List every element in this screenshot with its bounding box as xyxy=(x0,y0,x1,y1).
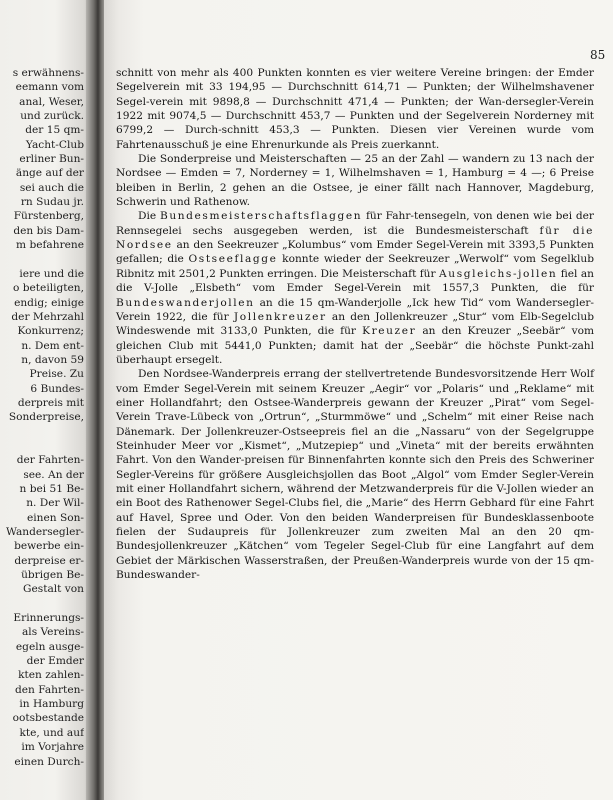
paragraph-4: Den Nordsee-Wanderpreis errang der stellvertretende Bundesvorsitzende Herr Wolf vom Emder Segel-Verein mit seinem Kreuzer „Aegir“ vor „Polaris“ und „Reklame“ mit einer Hollandfahrt; den Ostsee-Wanderpreis gewann der Kreuzer „Pirat“ vom Segel-Verein Trave-Lübeck von „Ortrun“, „Sturmmöwe“ und „Schelm“ mit einer Reise nach Dänemark. Der Jollenkreuzer-Ostseepreis fiel an die „Nassaru“ von der Segelgruppe Steinhuder Meer vor „Kismet“, „Mutzepiep“ und „Vineta“ mit der bereits erwähnten Fahrt. Von den Wander-preisen für Binnenfahrten konnte sich den Preis des Schweriner Segler-Vereins für größere Ausgleichsjollen das Boot „Algol“ vom Emder Segler-Verein mit einer Hollandfahrt sichern, während der Metzwanderpreis für die V-Jollen wieder an ein Boot des Rathenower Segel-Clubs fiel, die „Marie“ des Herrn Gebhard für eine Fahrt auf Havel, Spree und Oder. Von den beiden Wanderpreisen für Bundesklassenboote fielen der Sudaupreis für Jollenkreuzer zum zweiten Mal an den 20 qm-Bundesjollenkreuzer „Kätchen“ vom Tegeler Segel-Club für eine Langfahrt auf dem Gebiet der Märkischen Wasserstraßen, der Preußen-Wanderpreis wurde von der 15 qm-Bundeswander- xyxy=(116,368,594,582)
paragraph-3-text: an die 15 qm-Wanderjolle „Ick hew Tid“ vom Wandersegler-Verein 1922, die für xyxy=(116,296,594,323)
left-page-fragment-line: o beteiligten, xyxy=(13,282,84,295)
left-page-text-fragments xyxy=(0,66,84,769)
left-page-fragment-line: einen Son- xyxy=(27,511,84,524)
paragraph-1: schnitt von mehr als 400 Punkten konnten es vier weitere Vereine bringen: der Emder Segelverein mit 33 194,95 — Durchschnitt 614,71 — Punkten; der Wilhelmshavener Segel-verein mit 9898,8 — Durchschnitt 471,4 — Punkten; der Wan-dersegler-Verein 1922 mit 9074,5 — Durchschnitt 453,7 — Punkten und der Segelverein Norderney mit 6799,2 — Durch-schnitt 453,3 — Punkten. Diesen vier Vereinen wurde vom Fahrtenausschuß je eine Ehrenurkunde als Preis zuerkannt. xyxy=(116,67,594,151)
left-page-fragment-line: der Fahrten- xyxy=(16,454,84,467)
spaced-term-ostseeflagge: Ostseeflagge xyxy=(188,253,278,266)
left-page-fragment-line: s erwähnens- xyxy=(12,67,84,79)
spaced-term-kreuzer: Kreuzer xyxy=(362,325,417,338)
left-page-fragment-line: 6 Bundes- xyxy=(30,382,84,395)
left-page-fragment-line: n. Dem ent- xyxy=(21,339,84,352)
paragraph-3-text: Die xyxy=(138,210,160,223)
left-page-fragment-line: Preise. Zu xyxy=(29,368,84,381)
left-page-fragment-line: erliner Bun- xyxy=(19,153,84,166)
left-page-edge xyxy=(0,0,94,800)
left-page-fragment-line xyxy=(0,597,84,611)
left-page-fragment-line: Sonderpreise, xyxy=(8,411,84,424)
left-page-fragment-line: der 15 qm- xyxy=(25,124,84,137)
spaced-term-bundeswanderjollen: Bundeswanderjollen xyxy=(116,296,255,309)
left-page-fragment-line: Yacht-Club xyxy=(25,138,84,151)
left-page-fragment-line: den Fahrten- xyxy=(14,683,84,696)
spaced-term-nordsee: für die Nordsee xyxy=(116,224,594,252)
left-page-fragment-line: iere und die xyxy=(19,267,84,280)
paragraph-3-text: fiel an die V-Jolle „Elsbeth“ vom Emder Segel-Verein mit 1557,3 Punkten, die für xyxy=(116,267,594,295)
left-page-fragment-line: endig; einige xyxy=(14,296,84,309)
left-page-fragment-line: n. Der Wil- xyxy=(26,497,84,510)
paragraph-3 xyxy=(116,209,594,367)
left-page-fragment-line: eemann vom xyxy=(15,81,84,94)
left-page-fragment-line: einen Durch- xyxy=(14,755,84,768)
paragraph-3-text: konnte wieder der Seekreuzer „Werwolf“ vom Segelklub Ribnitz mit 2501,2 Punkten erringen. Die Meisterschaft für xyxy=(116,253,594,280)
left-page-fragment-line: im Vorjahre xyxy=(21,741,84,754)
left-page-fragment-line: anal, Weser, xyxy=(19,95,84,108)
paragraph-3-text: an den Jollenkreuzer „Stur“ vom Elb-Segelclub Windeswende mit 3133,0 Punkten, die für xyxy=(116,310,594,338)
left-page-fragment-line: m befahrene xyxy=(16,239,84,252)
left-page-fragment-line: in Hamburg xyxy=(19,698,84,711)
spaced-term-bundesmeisterschaftsflaggen: Bundesmeisterschaftsflaggen xyxy=(159,210,363,223)
left-page-fragment-line: Konkurrenz; xyxy=(17,325,84,338)
left-page-fragment-line: und zurück. xyxy=(20,110,84,123)
left-page-fragment-line: rn Sudau jr. xyxy=(20,196,84,209)
left-page-fragment-line: änge auf der xyxy=(15,167,84,180)
paragraph-3-text: an den Kreuzer „Seebär“ vom gleichen Club mit 5441,0 Punkten; damit hat der „Seebär“ die höchste Punkt-zahl überhaupt ersegelt. xyxy=(116,325,594,366)
left-page-fragment-line: egeln ausge- xyxy=(15,640,84,653)
page-body xyxy=(116,66,594,582)
right-page xyxy=(104,0,613,800)
left-page-fragment-line: den bis Dam- xyxy=(13,224,84,237)
left-page-fragment-line: Fürstenberg, xyxy=(13,210,84,223)
spaced-term-jollenkreuzer: Jollenkreuzer xyxy=(233,310,327,323)
left-page-fragment-line: derpreise er- xyxy=(14,554,84,567)
left-page-fragment-line: Wandersegler- xyxy=(5,526,84,538)
left-page-fragment-line: Erinnerungs- xyxy=(13,612,84,625)
left-page-fragment-line: ootsbestande xyxy=(12,712,84,725)
left-page-fragment-line: n bei 51 Be- xyxy=(19,482,84,495)
spaced-term-ausgleichsjollen: Ausgleichs-jollen xyxy=(439,267,558,280)
left-page-fragment-line: bewerbe ein- xyxy=(14,540,84,553)
left-page-fragment-line xyxy=(0,439,84,453)
paragraph-3-text: an den Seekreuzer „Kolumbus“ vom Emder Segel-Verein mit 3393,5 Punkten gefallen; die xyxy=(116,239,594,266)
left-page-fragment-line xyxy=(0,425,84,439)
left-page-fragment-line: kten zahlen- xyxy=(18,669,84,682)
left-page-fragment-line: sei auch die xyxy=(19,181,84,194)
left-page-fragment-line: derpreis mit xyxy=(17,396,84,409)
left-page-fragment-line: Gestalt von xyxy=(23,583,84,596)
left-page-fragment-line: see. An der xyxy=(23,468,84,481)
left-page-fragment-line xyxy=(0,252,84,266)
paragraph-3-text: für Fahr-tensegeln, von denen wie bei der Rennsegelei sechs ausgegeben werden, ist die Bundesmeisterschaft xyxy=(116,210,594,237)
left-page-fragment-line: als Vereins- xyxy=(21,626,84,639)
paragraph-2: Die Sonderpreise und Meisterschaften — 25 an der Zahl — wandern zu 13 nach der Nordsee — Emden = 7, Norderney = 1, Wilhelmshaven = 1, Hamburg = 4 —; 6 Preise bleiben in Berlin, 2 gehen an die Ostsee, je einer fällt nach Hannover, Magdeburg, Schwerin und Rathenow. xyxy=(116,153,594,209)
left-page-fragment-line: der Emder xyxy=(26,655,84,668)
left-page-fragment-line: der Mehrzahl xyxy=(11,310,84,323)
left-page-fragment-line: übrigen Be- xyxy=(21,569,84,582)
page-number: 85 xyxy=(590,48,606,62)
left-page-fragment-line: n, davon 59 xyxy=(21,353,84,366)
left-page-fragment-line: kte, und auf xyxy=(19,726,84,739)
